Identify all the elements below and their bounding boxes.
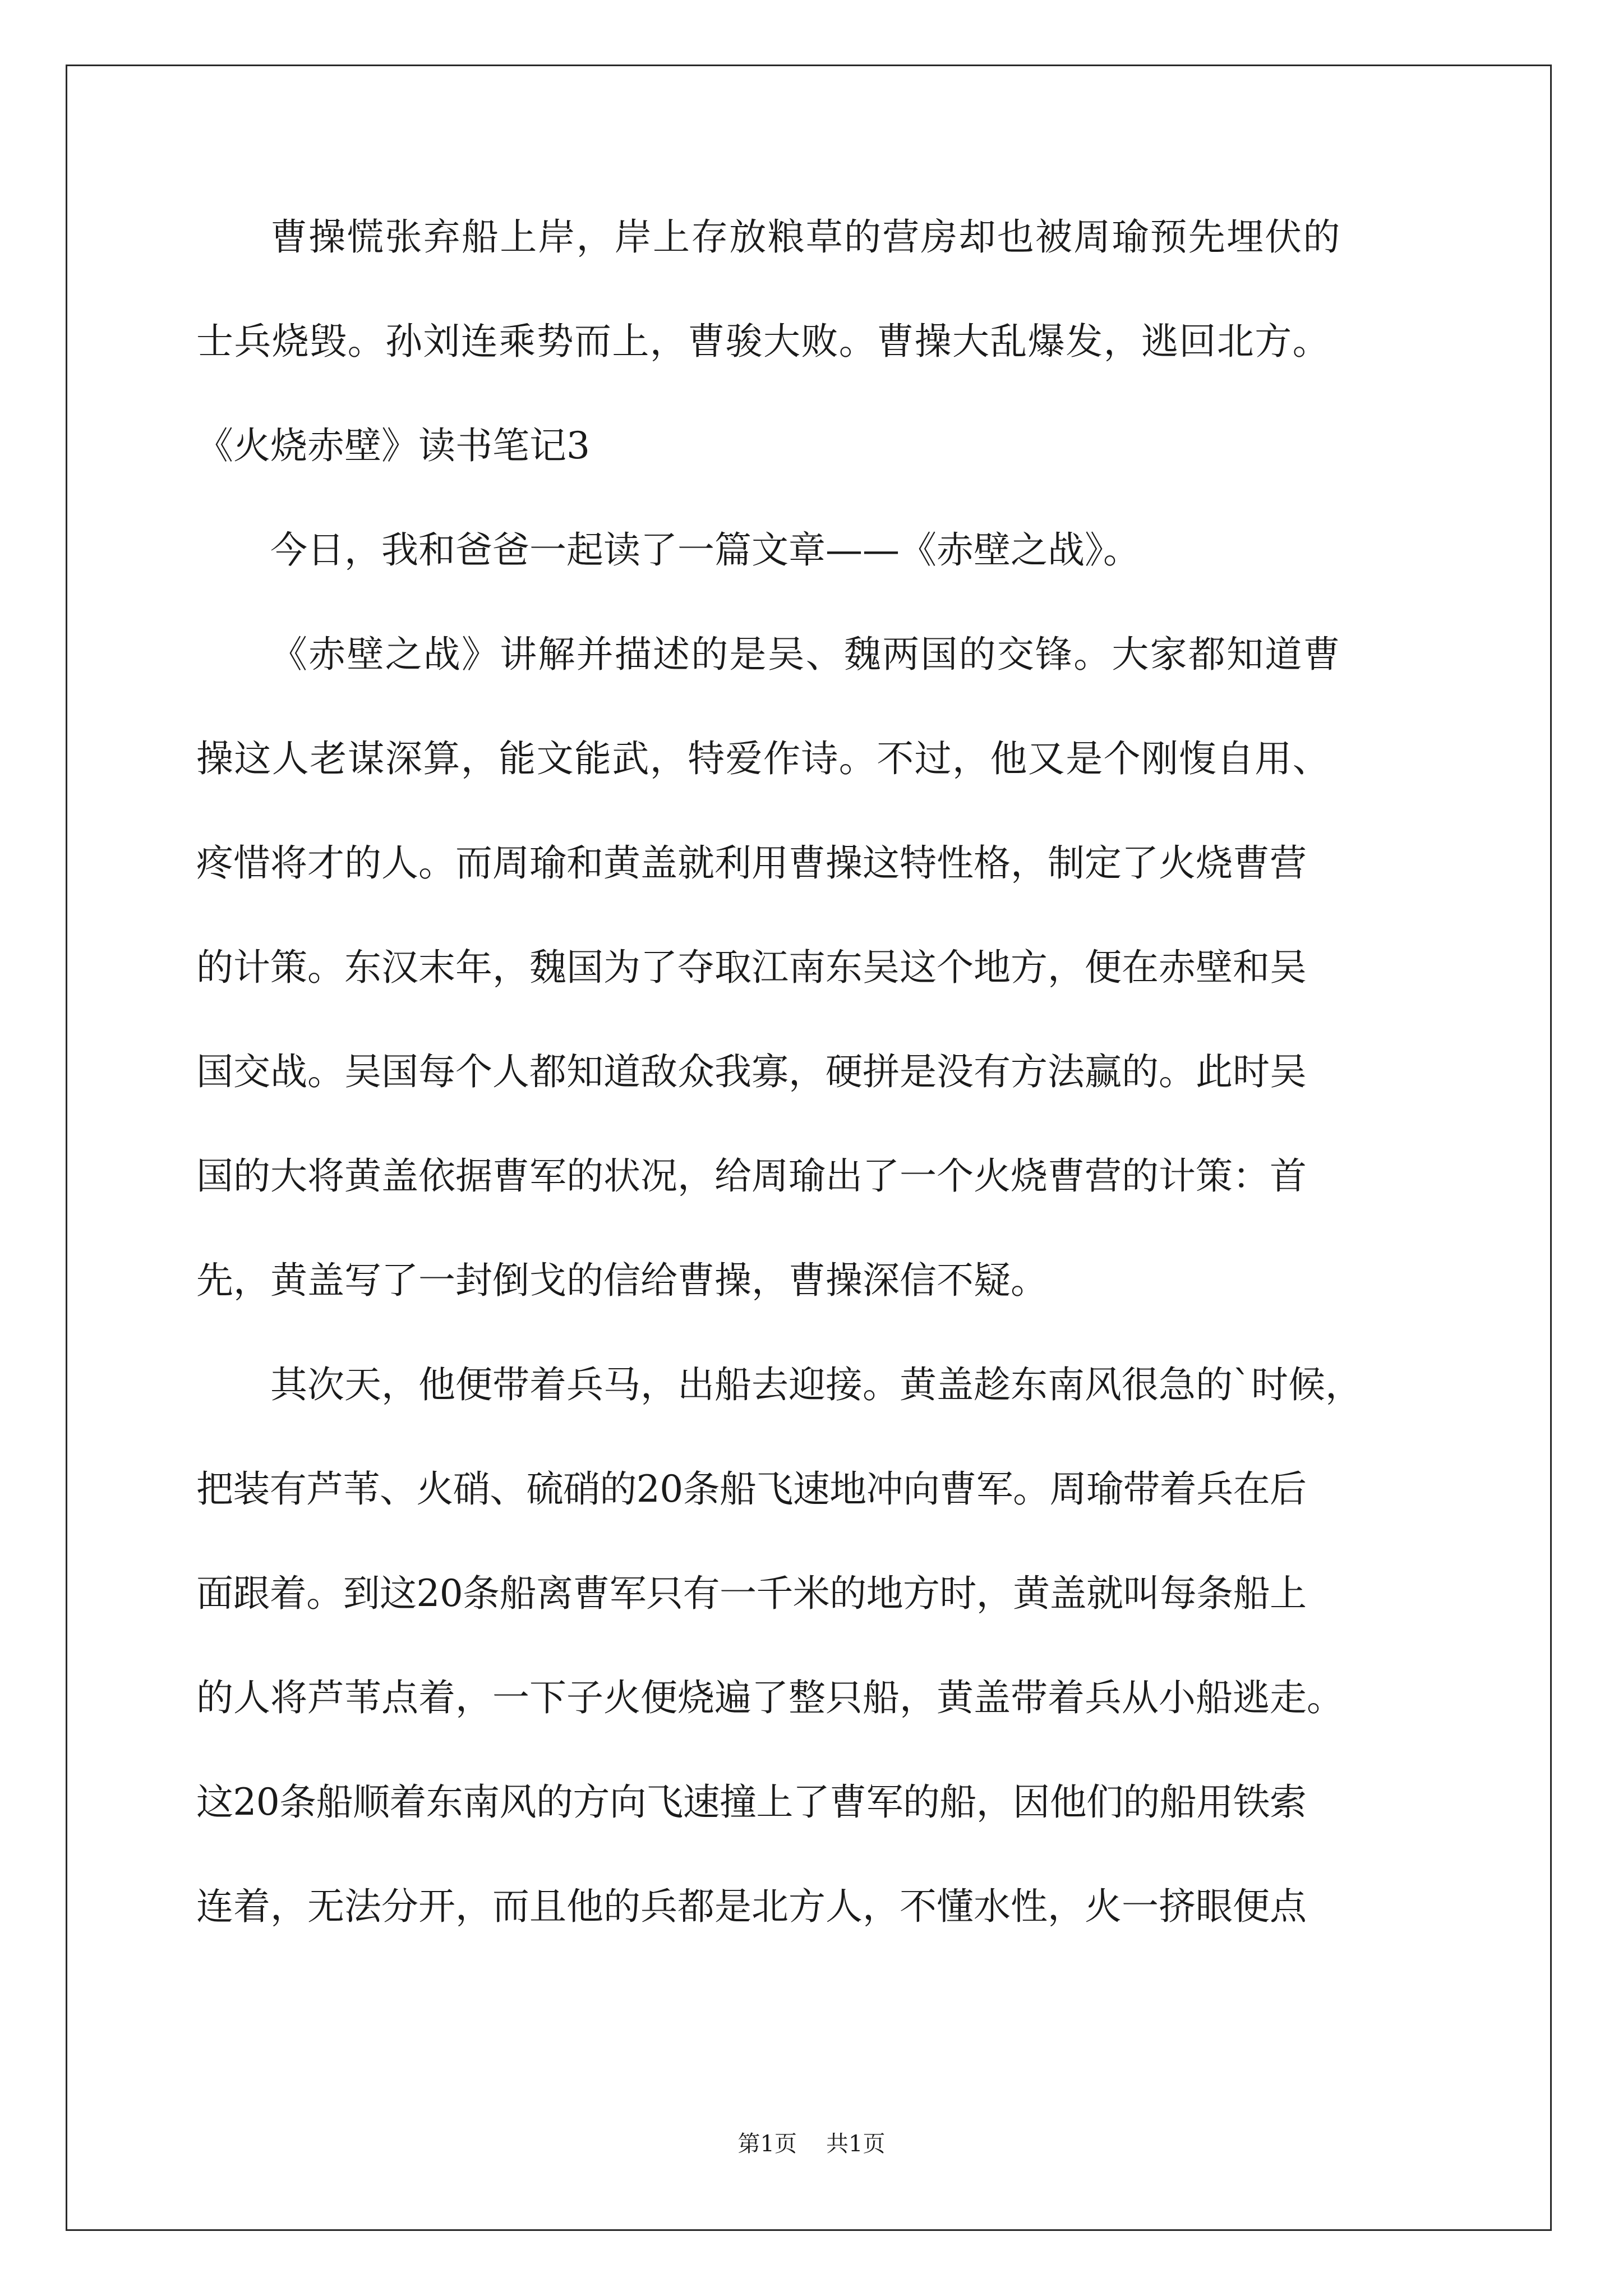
page-total: 共1页 (826, 2131, 886, 2157)
page-footer (0, 2126, 1623, 2158)
paragraph-line: 士兵烧毁。孙刘连乘势而上，曹骏大败。曹操大乱爆发，逃回北方。 (196, 320, 1330, 363)
paragraph-line: 其次天，他便带着兵马，出船去迎接。黄盖趁东南风很急的`时候， (270, 1363, 1362, 1406)
paragraph-line: 的人将芦苇点着，一下子火便烧遍了整只船，黄盖带着兵从小船逃走。 (196, 1676, 1344, 1719)
paragraph-line: 面跟着。到这20条船离曹军只有一千米的地方时，黄盖就叫每条船上 (196, 1572, 1307, 1615)
paragraph-line: 曹操慌张弃船上岸，岸上存放粮草的营房却也被周瑜预先埋伏的 (270, 215, 1341, 259)
paragraph-line: 今日，我和爸爸一起读了一篇文章——《赤壁之战》。 (270, 528, 1140, 572)
paragraph-line: 国交战。吴国每个人都知道敌众我寡，硬拼是没有方法赢的。此时吴 (196, 1050, 1307, 1093)
paragraph-line: 连着，无法分开，而且他的兵都是北方人，不懂水性，火一挤眼便点 (196, 1885, 1307, 1928)
paragraph-line: 把装有芦苇、火硝、硫硝的20条船飞速地冲向曹军。周瑜带着兵在后 (196, 1467, 1307, 1511)
paragraph-line: 先，黄盖写了一封倒戈的信给曹操，曹操深信不疑。 (196, 1259, 1048, 1302)
paragraph-line: 操这人老谋深算，能文能武，特爱作诗。不过，他又是个刚愎自用、 (196, 737, 1330, 780)
page-number: 第1页 (737, 2131, 797, 2157)
paragraph-line: 的计策。东汉末年，魏国为了夺取江南东吴这个地方，便在赤壁和吴 (196, 946, 1307, 989)
paragraph-line: 国的大将黄盖依据曹军的状况，给周瑜出了一个火烧曹营的计策：首 (196, 1154, 1307, 1198)
paragraph-line: 《赤壁之战》讲解并描述的是吴、魏两国的交锋。大家都知道曹 (270, 633, 1341, 676)
paragraph-line: 这20条船顺着东南风的方向飞速撞上了曹军的船，因他们的船用铁索 (196, 1780, 1307, 1824)
paragraph-line: 疼惜将才的人。而周瑜和黄盖就利用曹操这特性格，制定了火烧曹营 (196, 841, 1307, 885)
section-heading: 《火烧赤壁》读书笔记3 (196, 424, 590, 467)
